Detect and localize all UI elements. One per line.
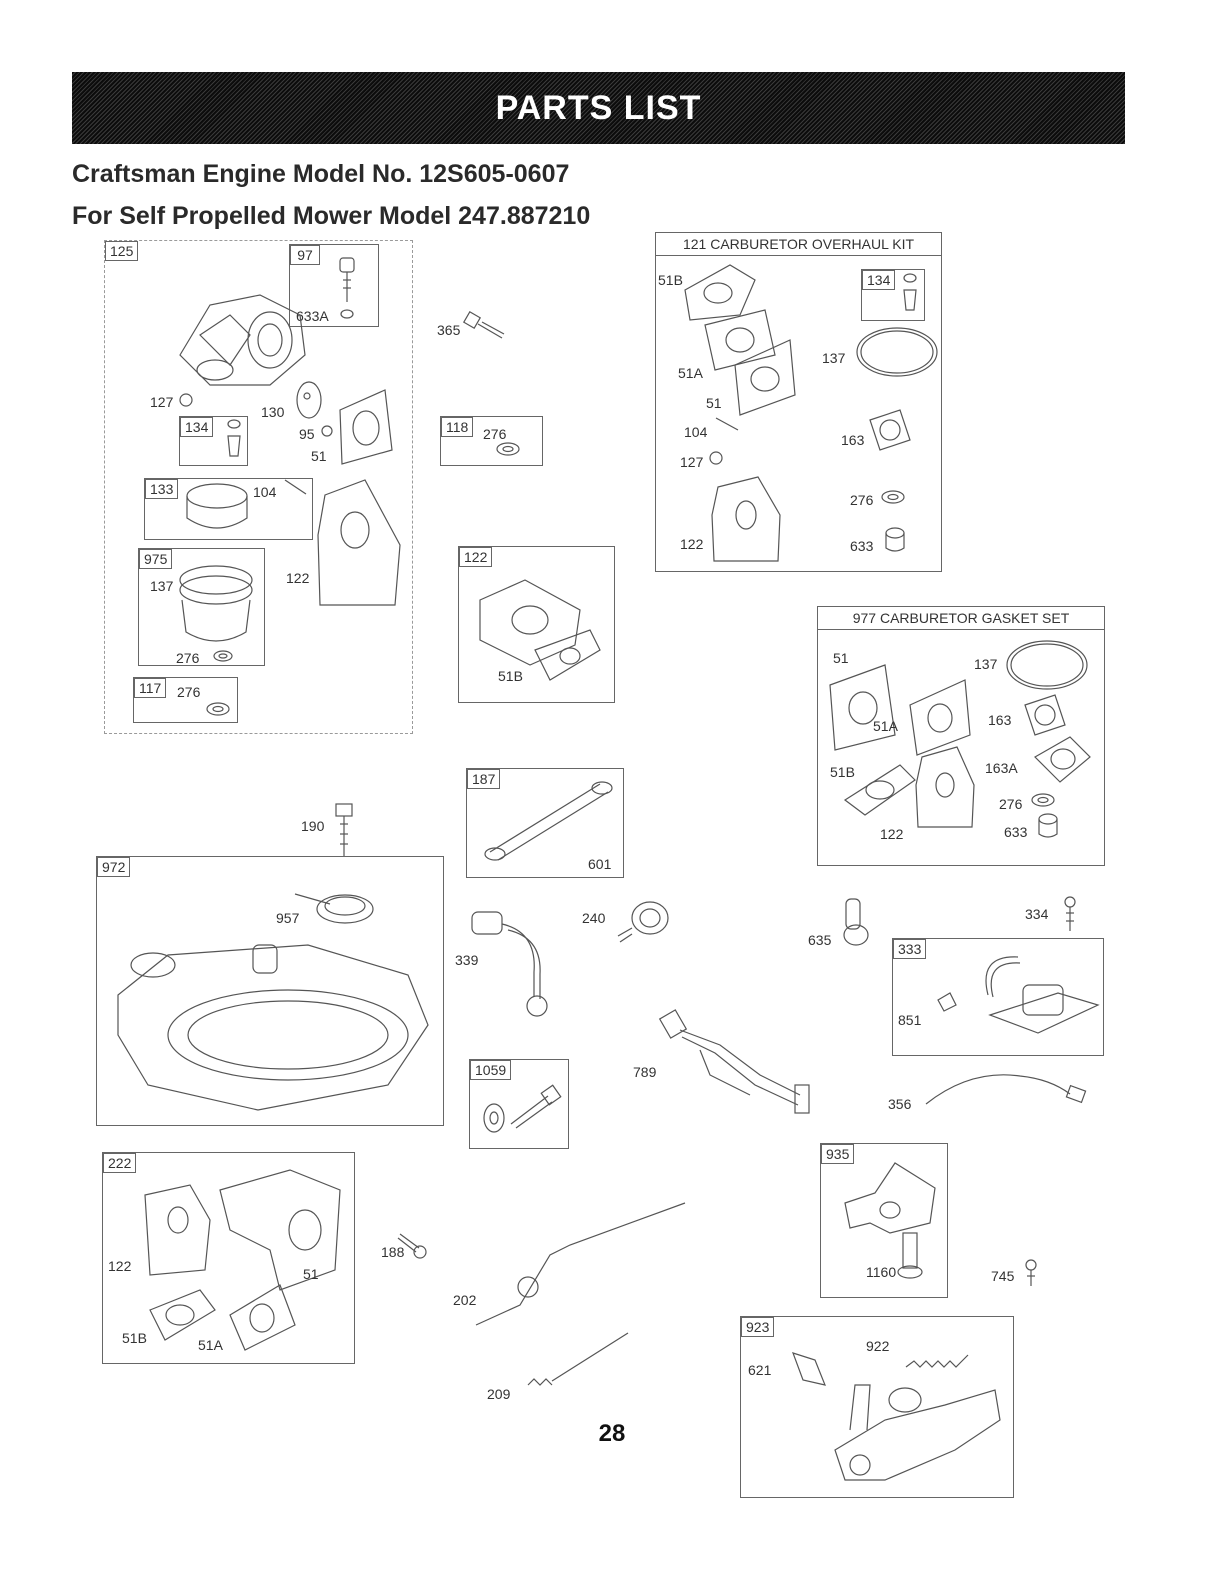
mower-model-heading: For Self Propelled Mower Model 247.887210	[72, 202, 591, 230]
label-188: 188	[381, 1244, 405, 1260]
insulator-122-drawing	[470, 570, 610, 690]
label-789: 789	[633, 1064, 657, 1080]
label-137: 137	[150, 578, 174, 594]
part-tag-222: 222	[103, 1153, 136, 1173]
float-133-drawing	[182, 478, 252, 538]
part-tag-134: 134	[180, 417, 213, 437]
label-122: 122	[286, 570, 310, 586]
label-104: 104	[253, 484, 277, 500]
page-title: PARTS LIST	[495, 88, 702, 127]
part-tag-1059: 1059	[470, 1060, 511, 1080]
kit-label-127: 127	[680, 454, 704, 470]
kit-pin-104-drawing	[712, 414, 742, 434]
bolt-188-drawing	[394, 1232, 428, 1262]
label-222-51a: 51A	[198, 1337, 223, 1353]
label-621: 621	[748, 1362, 772, 1378]
bowl-975-drawing	[178, 562, 258, 652]
bolt-190-drawing	[332, 800, 356, 860]
set-label-633: 633	[1004, 824, 1028, 840]
label-222-122: 122	[108, 1258, 132, 1274]
label-276-a: 276	[176, 650, 200, 666]
set-washer-276-drawing	[1030, 791, 1056, 809]
diaphragm-130-drawing	[293, 378, 327, 422]
plug-127-drawing	[178, 392, 194, 408]
label-222-51b: 51B	[122, 1330, 147, 1346]
primer-240-drawing	[612, 898, 678, 948]
kit-label-137: 137	[822, 350, 846, 366]
kit-label-633: 633	[850, 538, 874, 554]
spacer-122-drawing	[310, 475, 410, 610]
kit-label-51b: 51B	[658, 272, 683, 288]
set-label-51: 51	[833, 650, 849, 666]
jet-134-drawing	[222, 418, 246, 464]
part-tag-975: 975	[139, 549, 172, 569]
set-oring-137-drawing	[1005, 638, 1090, 693]
label-190: 190	[301, 818, 325, 834]
spring-209-drawing	[518, 1325, 638, 1395]
label-51: 51	[311, 448, 327, 464]
carburetor-body-drawing	[170, 275, 320, 395]
pin-104-drawing	[282, 476, 310, 498]
set-label-276: 276	[999, 796, 1023, 812]
boot-635-drawing	[838, 895, 874, 950]
governor-link-202-drawing	[470, 1195, 695, 1335]
set-label-51b: 51B	[830, 764, 855, 780]
part-tag-923: 923	[741, 1317, 774, 1337]
part-tag-133: 133	[145, 479, 178, 499]
kit-label-122: 122	[680, 536, 704, 552]
part-tag-97: 97	[290, 245, 320, 265]
part-tag-187: 187	[467, 769, 500, 789]
parts-list-banner	[72, 72, 1125, 144]
part-tag-122: 122	[459, 547, 492, 567]
label-127: 127	[150, 394, 174, 410]
bolt-washer-1059-drawing	[476, 1082, 566, 1142]
set-label-137: 137	[974, 656, 998, 672]
label-635: 635	[808, 932, 832, 948]
set-spacer-122-drawing	[912, 745, 982, 830]
ground-wire-356-drawing	[920, 1064, 1090, 1114]
screw-334-drawing	[1060, 895, 1080, 935]
kit-seal-633-drawing	[883, 526, 907, 556]
washer-276-a-drawing	[212, 648, 234, 664]
needle-valve-drawing	[325, 250, 375, 325]
label-922: 922	[866, 1338, 890, 1354]
label-356: 356	[888, 1096, 912, 1112]
engine-model-heading: Craftsman Engine Model No. 12S605-0607	[72, 160, 570, 188]
gasket-set-title: 977 CARBURETOR GASKET SET	[818, 607, 1104, 630]
label-1160: 1160	[866, 1264, 897, 1280]
gasket-51-drawing	[330, 380, 400, 470]
label-957: 957	[276, 910, 300, 926]
label-633a: 633A	[296, 308, 329, 324]
kit-plug-127-drawing	[708, 450, 724, 466]
kit-label-276: 276	[850, 492, 874, 508]
part-tag-935: 935	[821, 1144, 854, 1164]
label-339: 339	[455, 952, 479, 968]
kit-gaskets-drawing	[680, 255, 800, 425]
label-222-51: 51	[303, 1266, 319, 1282]
label-334: 334	[1025, 906, 1049, 922]
part-tag-118: 118	[441, 417, 473, 437]
set-label-51a: 51A	[873, 718, 898, 734]
set-seal-633-drawing	[1036, 812, 1060, 842]
part-tag-125: 125	[105, 241, 138, 261]
page-number: 28	[598, 1420, 626, 1447]
kit-spacer-122-drawing	[708, 475, 788, 565]
washer-276-b-drawing	[205, 700, 231, 718]
bolt-365-drawing	[462, 310, 507, 342]
label-276-b: 276	[177, 684, 201, 700]
part-tag-117: 117	[134, 678, 166, 698]
label-122-51b: 51B	[498, 668, 523, 684]
set-label-163a: 163A	[985, 760, 1018, 776]
set-label-163: 163	[988, 712, 1012, 728]
kit-jet-134-drawing	[898, 272, 922, 318]
kit-part-tag-134: 134	[862, 270, 895, 290]
kit-label-104: 104	[684, 424, 708, 440]
label-209: 209	[487, 1386, 511, 1402]
label-95: 95	[299, 426, 315, 442]
kit-gasket-163-drawing	[865, 405, 915, 455]
overhaul-kit-title: 121 CARBURETOR OVERHAUL KIT	[656, 233, 941, 256]
kit-label-51a: 51A	[678, 365, 703, 381]
set-label-122: 122	[880, 826, 904, 842]
label-851: 851	[898, 1012, 922, 1028]
wire-harness-789-drawing	[660, 1005, 820, 1125]
label-130: 130	[261, 404, 285, 420]
label-745: 745	[991, 1268, 1015, 1284]
label-240: 240	[582, 910, 606, 926]
label-118-276: 276	[483, 426, 507, 442]
kit-oring-137-drawing	[855, 325, 940, 380]
set-gasket-51b-drawing	[840, 760, 920, 820]
part-tag-972: 972	[97, 857, 130, 877]
part-tag-333: 333	[893, 939, 926, 959]
fuel-tank-drawing	[108, 935, 438, 1120]
kit-label-51: 51	[706, 395, 722, 411]
fuel-cap-957-drawing	[290, 884, 380, 934]
ignition-coil-drawing	[928, 945, 1100, 1050]
label-202: 202	[453, 1292, 477, 1308]
label-365: 365	[437, 322, 461, 338]
kit-label-163: 163	[841, 432, 865, 448]
label-601: 601	[588, 856, 612, 872]
washer-118-drawing	[495, 440, 521, 458]
kit-washer-276-drawing	[880, 488, 906, 506]
set-gasket-163a-drawing	[1030, 732, 1095, 787]
screw-745-drawing	[1020, 1258, 1042, 1290]
